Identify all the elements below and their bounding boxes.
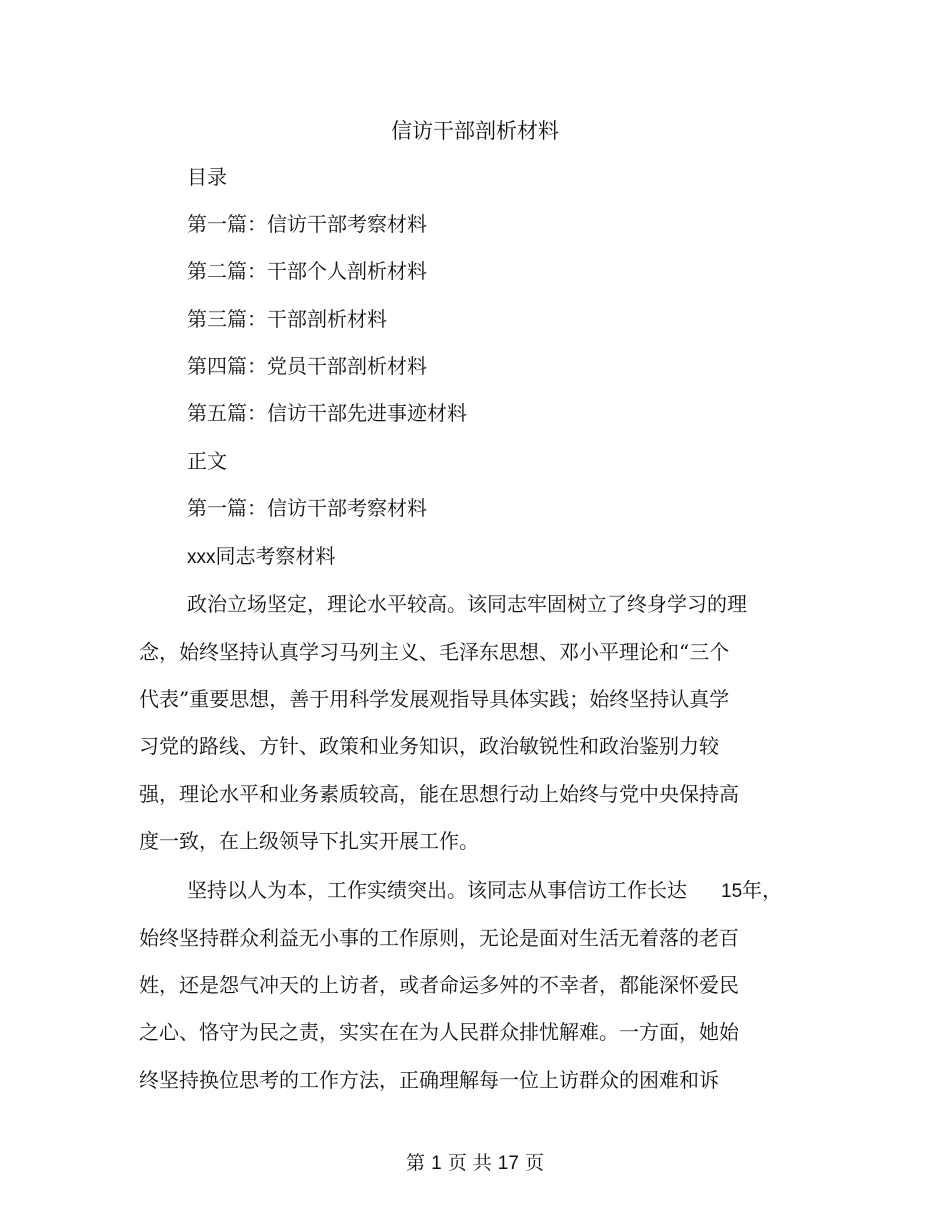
subject-rest: 同志考察材料 <box>215 544 336 568</box>
toc-item-2: 第二篇：干部个人剖析材料 <box>187 259 427 283</box>
paragraph2-line-5: 终坚持换位思考的工作方法，正确理解每一位上访群众的困难和诉 <box>139 1068 719 1092</box>
paragraph1-line-3: 代表”重要思想，善于用科学发展观指导具体实践；始终坚持认真学 <box>139 687 730 711</box>
paragraph2-line-1 <box>187 876 782 906</box>
page-footer <box>0 1150 950 1177</box>
toc-item-4: 第四篇：党员干部剖析材料 <box>187 354 427 378</box>
paragraph1-line-5: 强，理论水平和业务素质较高，能在思想行动上始终与党中央保持高 <box>139 782 739 806</box>
paragraph1-line-6: 度一致，在上级领导下扎实开展工作。 <box>139 829 479 853</box>
footer-prefix: 第 <box>406 1152 426 1174</box>
paragraph2-line-4: 之心、恪守为民之责，实实在在为人民群众排忧解难。一方面，她始 <box>139 1020 739 1044</box>
footer-total-pages: 17 <box>497 1153 519 1174</box>
paragraph2-text-a: 坚持以人为本，工作实绩突出。该同志从事信访工作长达 <box>187 878 687 902</box>
paragraph2-years: 15 <box>721 881 743 902</box>
footer-suffix: 页 <box>524 1152 544 1174</box>
paragraph2-line-2: 始终坚持群众利益无小事的工作原则，无论是面对生活无着落的老百 <box>139 926 739 950</box>
toc-item-5: 第五篇：信访干部先进事迹材料 <box>187 401 467 425</box>
paragraph2-text-b: 年， <box>742 878 783 902</box>
toc-item-1: 第一篇：信访干部考察材料 <box>187 212 427 236</box>
paragraph1-line-2: 念，始终坚持认真学习马列主义、毛泽东思想、邓小平理论和“三个 <box>139 640 730 664</box>
document-title: 信访干部剖析材料 <box>391 119 559 143</box>
footer-page-number: 1 <box>431 1153 442 1174</box>
paragraph1-line-4: 习党的路线、方针、政策和业务知识，政治敏锐性和政治鉴别力较 <box>139 734 719 758</box>
paragraph2-line-3: 姓，还是怨气冲天的上访者，或者命运多舛的不幸者，都能深怀爱民 <box>139 973 739 997</box>
subject-prefix: xxx <box>187 547 216 568</box>
paragraph1-line-1: 政治立场坚定，理论水平较高。该同志牢固树立了终身学习的理 <box>187 592 747 616</box>
footer-middle: 页 共 <box>447 1152 492 1174</box>
toc-heading: 目录 <box>187 165 227 189</box>
subject-heading <box>187 542 336 572</box>
section-title: 第一篇：信访干部考察材料 <box>187 496 427 520</box>
body-heading: 正文 <box>187 449 227 473</box>
toc-item-3: 第三篇：干部剖析材料 <box>187 307 387 331</box>
